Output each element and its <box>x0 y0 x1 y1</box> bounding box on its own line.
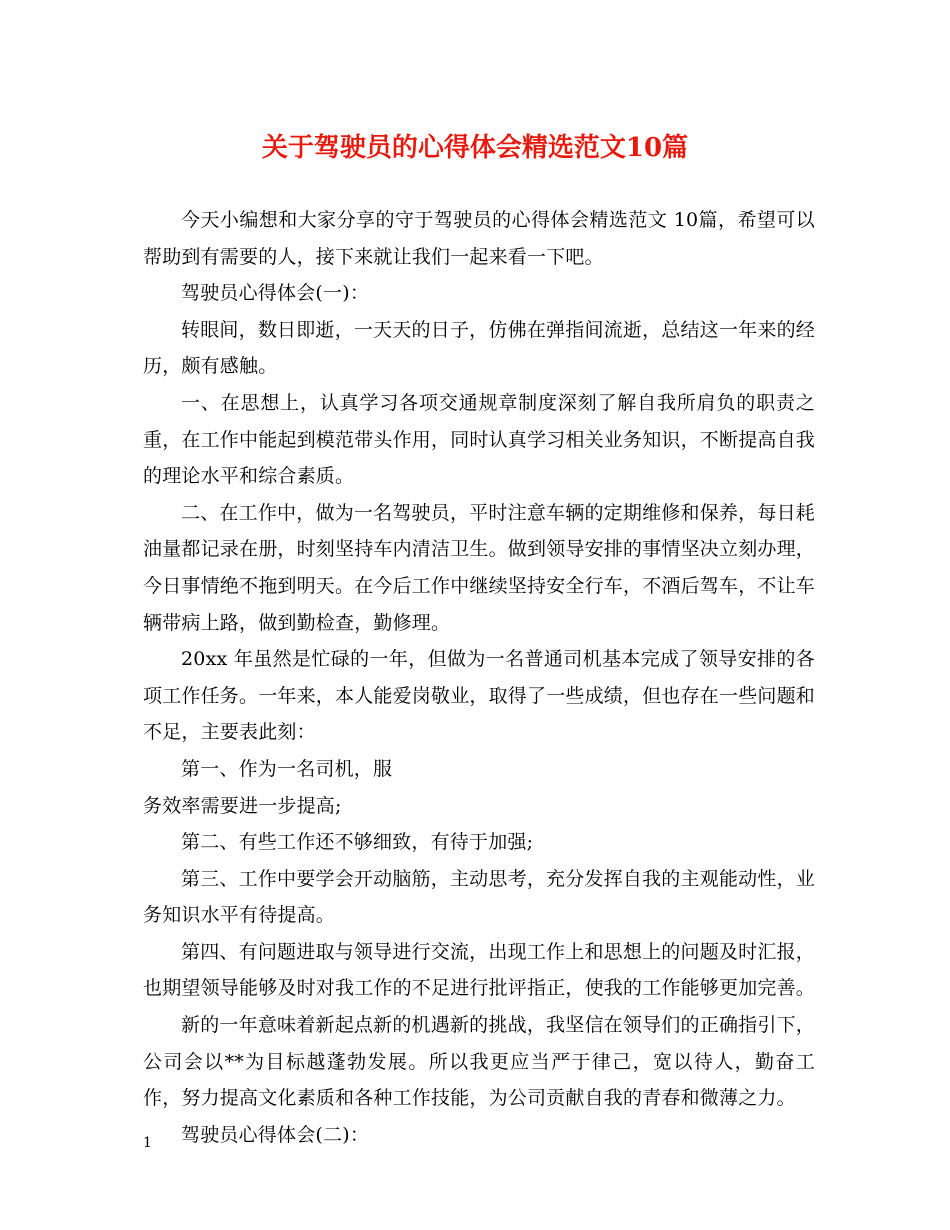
paragraph: 二、在工作中，做为一名驾驶员，平时注意车辆的定期维修和保养，每日耗油量都记录在册，时刻坚持车内清洁卫生。做到领导安排的事情坚决立刻办理，今日事情绝不拖到明天。在今后工作中继续坚持安全行车，不酒后驾车，不让车辆带病上路，做到勤检查，勤修理。 <box>143 501 816 634</box>
document-title: 关于驾驶员的心得体会精选范文10篇 <box>261 133 689 163</box>
paragraph: 20xx 年虽然是忙碌的一年，但做为一名普通司机基本完成了领导安排的各项工作任务。一年来，本人能爱岗敬业，取得了一些成绩，但也存在一些问题和不足，主要表此刻： <box>143 648 816 744</box>
paragraph-intro: 今天小编想和大家分享的守于驾驶员的心得体会精选范文 10篇，希望可以帮助到有需要的人，接下来就让我们一起来看一下吧。 <box>143 209 815 268</box>
section-heading-2: 驾驶员心得体会(二)： <box>181 1123 370 1146</box>
paragraph: 转眼间，数日即逝，一天天的日子，仿佛在弹指间流逝，总结这一年来的经历，颇有感触。 <box>143 318 815 378</box>
page-number: 1 <box>143 1135 152 1151</box>
list-item-continuation: 务效率需要进一步提高; <box>143 794 342 817</box>
paragraph: 新的一年意味着新起点新的机遇新的挑战，我坚信在领导们的正确指引下，公司会以**为目标越蓬勃发展。所以我更应当严于律己，宽以待人，勤奋工作，努力提高文化素质和各种工作技能，为公司贡献自我的青春和微薄之力。 <box>143 1014 815 1110</box>
list-item: 第四、有问题进取与领导进行交流，出现工作上和思想上的问题及时汇报，也期望领导能够及时对我工作的不足进行批评指正，使我的工作能够更加完善。 <box>143 940 816 1000</box>
list-item: 第一、作为一名司机，服 <box>181 757 393 780</box>
list-item: 第二、有些工作还不够细致，有待于加强; <box>181 831 534 854</box>
list-item: 第三、工作中要学会开动脑筋，主动思考，充分发挥自我的主观能动性，业务知识水平有待提高。 <box>143 867 815 927</box>
document-body <box>143 202 815 1153</box>
section-heading-1: 驾驶员心得体会(一)： <box>181 282 370 305</box>
paragraph: 一、在思想上，认真学习各项交通规章制度深刻了解自我所肩负的职责之重，在工作中能起到模范带头作用，同时认真学习相关业务知识，不断提高自我的理论水平和综合素质。 <box>143 391 816 488</box>
